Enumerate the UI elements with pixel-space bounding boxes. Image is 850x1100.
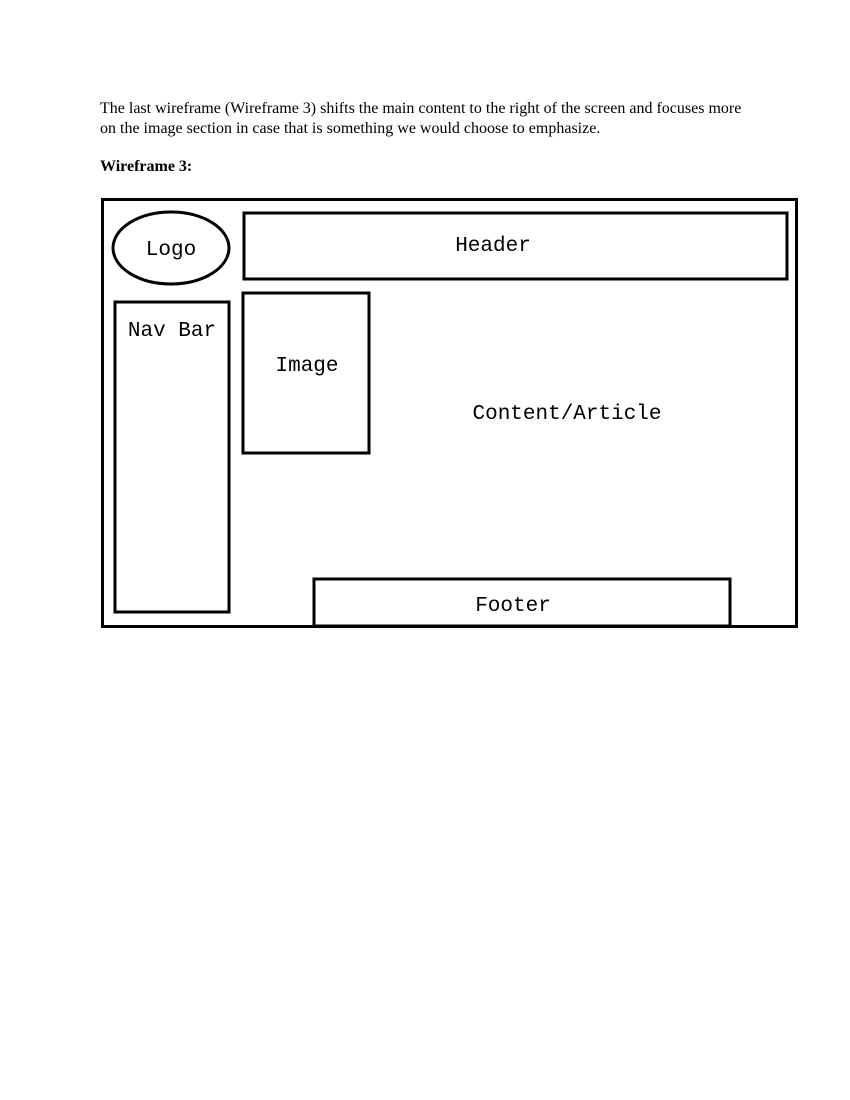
nav-bar-placeholder: [115, 302, 229, 612]
content-label: Content/Article: [472, 403, 662, 426]
image-label: Image: [275, 355, 339, 378]
wireframe-outer-frame: [103, 200, 797, 627]
footer-label: Footer: [475, 595, 551, 618]
wireframe-heading: Wireframe 3:: [100, 158, 193, 175]
intro-paragraph: The last wireframe (Wireframe 3) shifts the main content to the right of the screen and focuses more on the image section in case that is something we would choose to emphasize.: [100, 100, 742, 137]
wireframe-diagram: [101, 198, 798, 628]
nav-bar-label: Nav Bar: [127, 320, 217, 343]
logo-label: Logo: [145, 239, 197, 262]
header-label: Header: [455, 235, 531, 258]
